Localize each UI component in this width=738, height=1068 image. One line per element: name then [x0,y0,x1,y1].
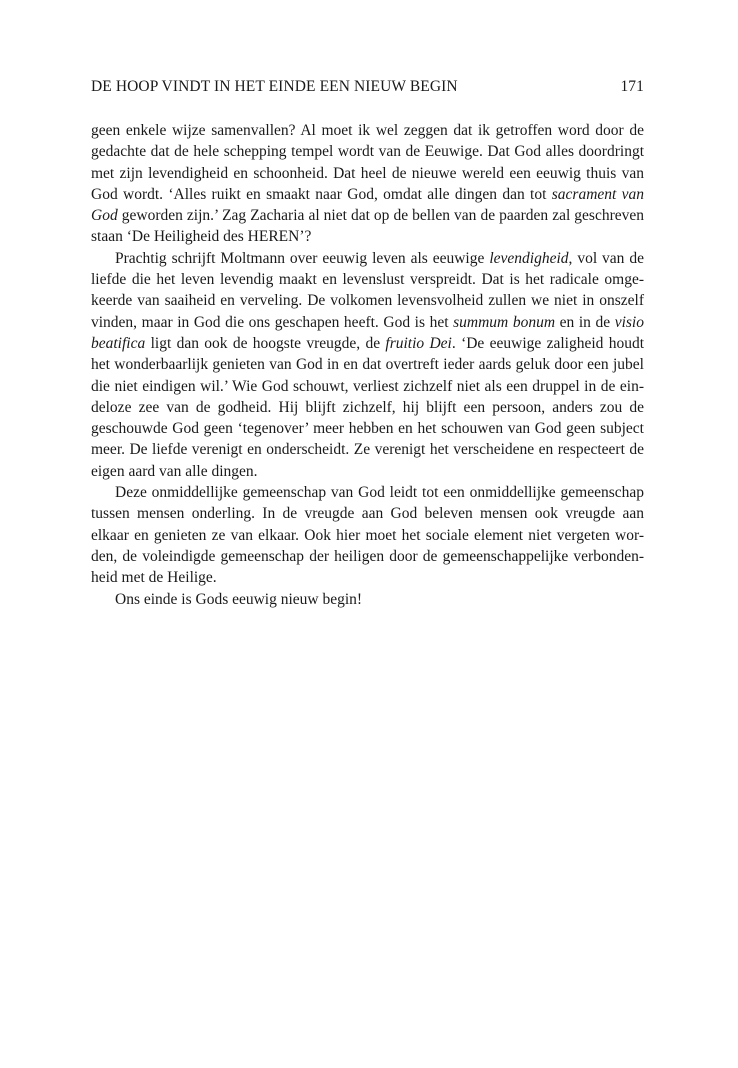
text-line: vinden, maar in God die ons geschapen heeft. God is het summum bonum en in de visio [91,313,644,331]
text-line: tussen mensen onderling. In de vreugde aan God beleven mensen ook vreugde aan [91,505,644,523]
text-line: staan ‘De Heiligheid des HEREN’? [91,228,312,246]
paragraph-1 [91,120,644,248]
text-line: gedachte dat de hele schepping tempel wordt van de Eeuwige. Dat God alles doordringt [91,143,644,161]
text-line: God geworden zijn.’ Zag Zacharia al niet dat op de bellen van de paarden zal geschreven [91,207,645,225]
text-line: geschouwde God geen ‘tegenover’ meer hebben en het schouwen van God geen subject [91,420,644,438]
text-line: keerde van saaiheid en verveling. De volkomen levensvolheid zullen we niet in onszelf [91,292,644,310]
text-line: meer. De liefde verenigt en onderscheidt. Ze verenigt het verscheidene en respecteert de [91,441,644,459]
paragraph-3 [91,482,644,588]
text-line: eigen aard van alle dingen. [91,462,258,480]
text-line: beatifica ligt dan ook de hoogste vreugde, de fruitio Dei. ‘De eeuwige zaligheid houdt [91,334,645,352]
page-number: 171 [620,78,644,95]
text-line: die niet eindigen wil.’ Wie God schouwt, verliest zichzelf niet als een druppel in de ein- [91,377,644,395]
text-line: het wonderbaarlijk genieten van God in en dat overtreft ieder aards geluk door een jubel [91,356,644,374]
italic-term: summum bonum [453,313,556,331]
italic-term: fruitio Dei [385,334,452,352]
text-line: geen enkele wijze samenvallen? Al moet ik wel zeggen dat ik getroffen word door de [91,122,644,139]
text-line: elkaar en genieten ze van elkaar. Ook hier moet het sociale element niet vergeten wor- [91,526,644,544]
paragraph-2 [91,248,644,482]
paragraph-4 [91,589,644,610]
text-line: Prachtig schrijft Moltmann over eeuwig leven als eeuwige levendigheid, vol van de [115,249,644,267]
text-line: heid met de Heilige. [91,569,217,587]
text-line: deloze zee van de godheid. Hij blijft zichzelf, hij blijft een persoon, anders zou de [91,398,644,416]
running-title: DE HOOP VINDT IN HET EINDE EEN NIEUW BEGIN [91,78,458,95]
text-line: liefde die het leven levendig maakt en levenslust verspreidt. Dat is het radicale omge- [91,271,644,289]
text-line: Ons einde is Gods eeuwig nieuw begin! [115,590,363,608]
italic-term: sacrament van [551,185,645,203]
running-header [91,78,644,96]
italic-term: visio [614,313,644,331]
italic-term: God [91,207,118,225]
text-line: God wordt. ‘Alles ruikt en smaakt naar God, omdat alle dingen dan tot sacrament van [91,185,645,203]
text-line: met zijn levendigheid en schoonheid. Dat heel de nieuwe wereld een eeuwig thuis van [91,164,644,182]
text-line: Deze onmiddellijke gemeenschap van God leidt tot een onmiddellijke gemeenschap [115,484,644,502]
body-text [91,120,644,610]
italic-term: levendigheid [489,249,569,267]
italic-term: beatifica [91,334,146,352]
text-line: den, de voleindigde gemeenschap der heiligen door de gemeenschappelijke verbonden- [91,547,644,565]
